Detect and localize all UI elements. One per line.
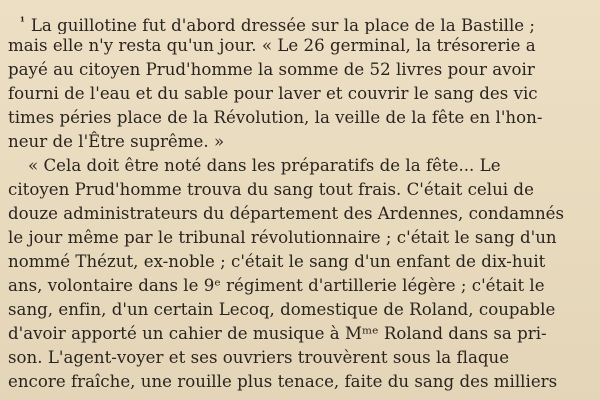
text-line-8: citoyen Prud'homme trouva du sang tout frais. C'était celui de (8, 180, 534, 199)
text-line-1-content: La guillotine fut d'abord dressée sur la place de la Bastille ; (30, 16, 536, 34)
text-line-15: son. L'agent-voyer et ses ouvriers trouvèrent sous la flaque (8, 348, 510, 367)
text-line-3: payé au citoyen Prud'homme la somme de 52 livres pour avoir (8, 60, 535, 79)
text-line-12: ans, volontaire dans le 9ᵉ régiment d'artillerie légère ; c'était le (8, 276, 545, 295)
text-line-10: le jour même par le tribunal révolutionnaire ; c'était le sang d'un (8, 228, 557, 247)
text-line-13: sang, enfin, d'un certain Lecoq, domestique de Roland, coupable (8, 300, 556, 319)
text-line-1 (20, 10, 600, 34)
text-line-7: « Cela doit être noté dans les préparatifs de la fête... Le (28, 156, 501, 175)
text-line-11: nommé Thézut, ex-noble ; c'était le sang d'un enfant de dix-huit (8, 252, 546, 271)
text-line-4: fourni de l'eau et du sable pour laver et couvrir le sang des vic (8, 84, 538, 103)
text-line-9: douze administrateurs du département des Ardennes, condamnés (8, 204, 565, 223)
text-line-2: mais elle n'y resta qu'un jour. « Le 26 germinal, la trésorerie a (8, 36, 536, 55)
text-line-6: neur de l'Être suprême. » (8, 132, 225, 151)
text-line-14: d'avoir apporté un cahier de musique à Mᵐᵉ Roland dans sa pri- (8, 324, 547, 343)
text-line-5: times péries place de la Révolution, la veille de la fête en l'hon- (8, 108, 543, 127)
text-line-16: encore fraîche, une rouille plus tenace, faite du sang des milliers (8, 372, 558, 391)
footnote-marker: ¹ (20, 15, 25, 28)
